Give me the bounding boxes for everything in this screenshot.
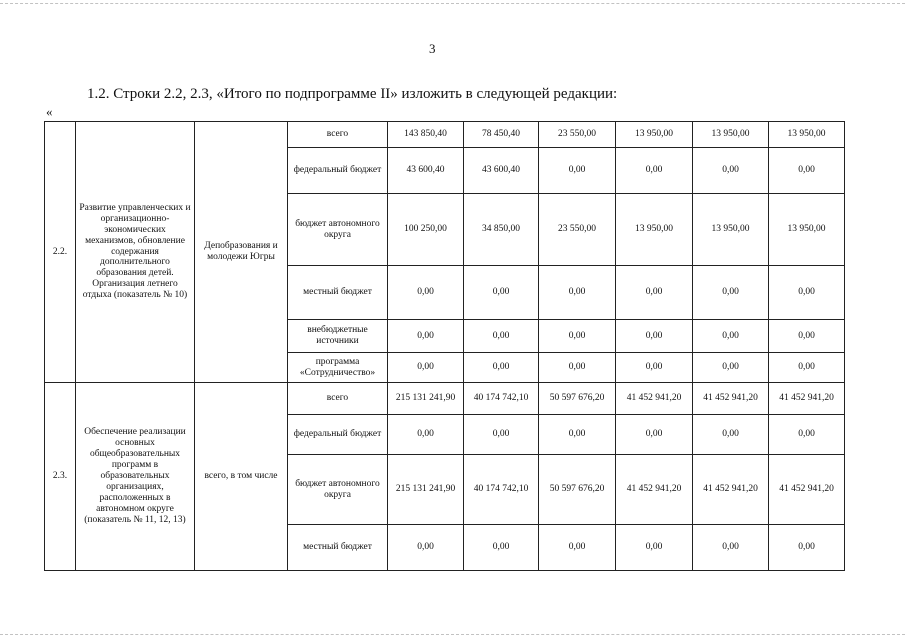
funding-value: 0,00 [769,148,845,194]
funding-value: 0,00 [616,525,693,571]
funding-value: 41 452 941,20 [693,383,769,415]
funding-value: 13 950,00 [769,194,845,266]
scan-edge-bottom [0,634,905,635]
activity-name: Обеспечение реализации основных общеобразовательных программ в образовательных организациях, расположенных в автономном округе (показатель № 11, 12, 13) [76,383,195,571]
row-number: 2.3. [45,383,76,571]
funding-value: 0,00 [769,353,845,383]
funding-value: 0,00 [616,266,693,320]
intro-text: 1.2. Строки 2.2, 2.3, «Итого по подпрограмме II» изложить в следующей редакции: [87,86,618,102]
funding-value: 0,00 [769,320,845,353]
opening-quote-mark: « [46,104,53,119]
funding-value: 215 131 241,90 [388,455,464,525]
funding-value: 41 452 941,20 [769,455,845,525]
funding-source: федеральный бюджет [288,415,388,455]
funding-value: 0,00 [616,320,693,353]
funding-source: программа «Сотрудничество» [288,353,388,383]
funding-value: 0,00 [693,415,769,455]
funding-value: 43 600,40 [464,148,539,194]
funding-value: 0,00 [539,148,616,194]
funding-value: 0,00 [388,525,464,571]
funding-value: 0,00 [464,353,539,383]
funding-value: 0,00 [388,320,464,353]
funding-value: 0,00 [616,415,693,455]
funding-value: 50 597 676,20 [539,455,616,525]
funding-value: 0,00 [769,415,845,455]
funding-value: 43 600,40 [388,148,464,194]
row-number: 2.2. [45,122,76,383]
funding-value: 0,00 [464,320,539,353]
funding-source: внебюджетные источники [288,320,388,353]
page-number: 3 [429,41,436,56]
funding-value: 40 174 742,10 [464,383,539,415]
table-row [45,383,845,415]
funding-value: 13 950,00 [693,194,769,266]
activity-name: Развитие управленческих и организационно-экономических механизмов, обновление содержания дополнительного образования детей. Организация летнего отдыха (показатель № 10) [76,122,195,383]
funding-value: 0,00 [539,525,616,571]
funding-value: 0,00 [539,415,616,455]
funding-value: 41 452 941,20 [769,383,845,415]
funding-value: 34 850,00 [464,194,539,266]
funding-source: бюджет автономного округа [288,194,388,266]
funding-value: 0,00 [693,320,769,353]
funding-value: 13 950,00 [769,122,845,148]
funding-value: 0,00 [693,525,769,571]
funding-value: 23 550,00 [539,194,616,266]
funding-value: 41 452 941,20 [616,383,693,415]
funding-value: 0,00 [464,415,539,455]
scan-edge-top [0,3,905,4]
funding-value: 0,00 [616,353,693,383]
funding-value: 0,00 [693,148,769,194]
funding-value: 13 950,00 [616,122,693,148]
funding-value: 0,00 [388,415,464,455]
funding-value: 0,00 [388,266,464,320]
funding-source: местный бюджет [288,525,388,571]
budget-table [44,121,845,571]
funding-value: 100 250,00 [388,194,464,266]
executor: Депобразования и молодежи Югры [195,122,288,383]
funding-source: всего [288,383,388,415]
funding-source: федеральный бюджет [288,148,388,194]
funding-source: бюджет автономного округа [288,455,388,525]
funding-value: 41 452 941,20 [693,455,769,525]
table-row [45,122,845,148]
funding-value: 143 850,40 [388,122,464,148]
funding-value: 13 950,00 [693,122,769,148]
funding-value: 0,00 [539,266,616,320]
funding-value: 0,00 [388,353,464,383]
funding-source: всего [288,122,388,148]
funding-value: 40 174 742,10 [464,455,539,525]
funding-value: 0,00 [693,353,769,383]
funding-value: 0,00 [693,266,769,320]
funding-value: 0,00 [539,320,616,353]
funding-value: 13 950,00 [616,194,693,266]
funding-value: 0,00 [464,266,539,320]
funding-value: 0,00 [539,353,616,383]
executor: всего, в том числе [195,383,288,571]
funding-value: 78 450,40 [464,122,539,148]
funding-value: 50 597 676,20 [539,383,616,415]
funding-value: 41 452 941,20 [616,455,693,525]
funding-value: 0,00 [769,266,845,320]
funding-source: местный бюджет [288,266,388,320]
funding-value: 0,00 [464,525,539,571]
funding-value: 0,00 [616,148,693,194]
funding-value: 0,00 [769,525,845,571]
funding-value: 23 550,00 [539,122,616,148]
funding-value: 215 131 241,90 [388,383,464,415]
